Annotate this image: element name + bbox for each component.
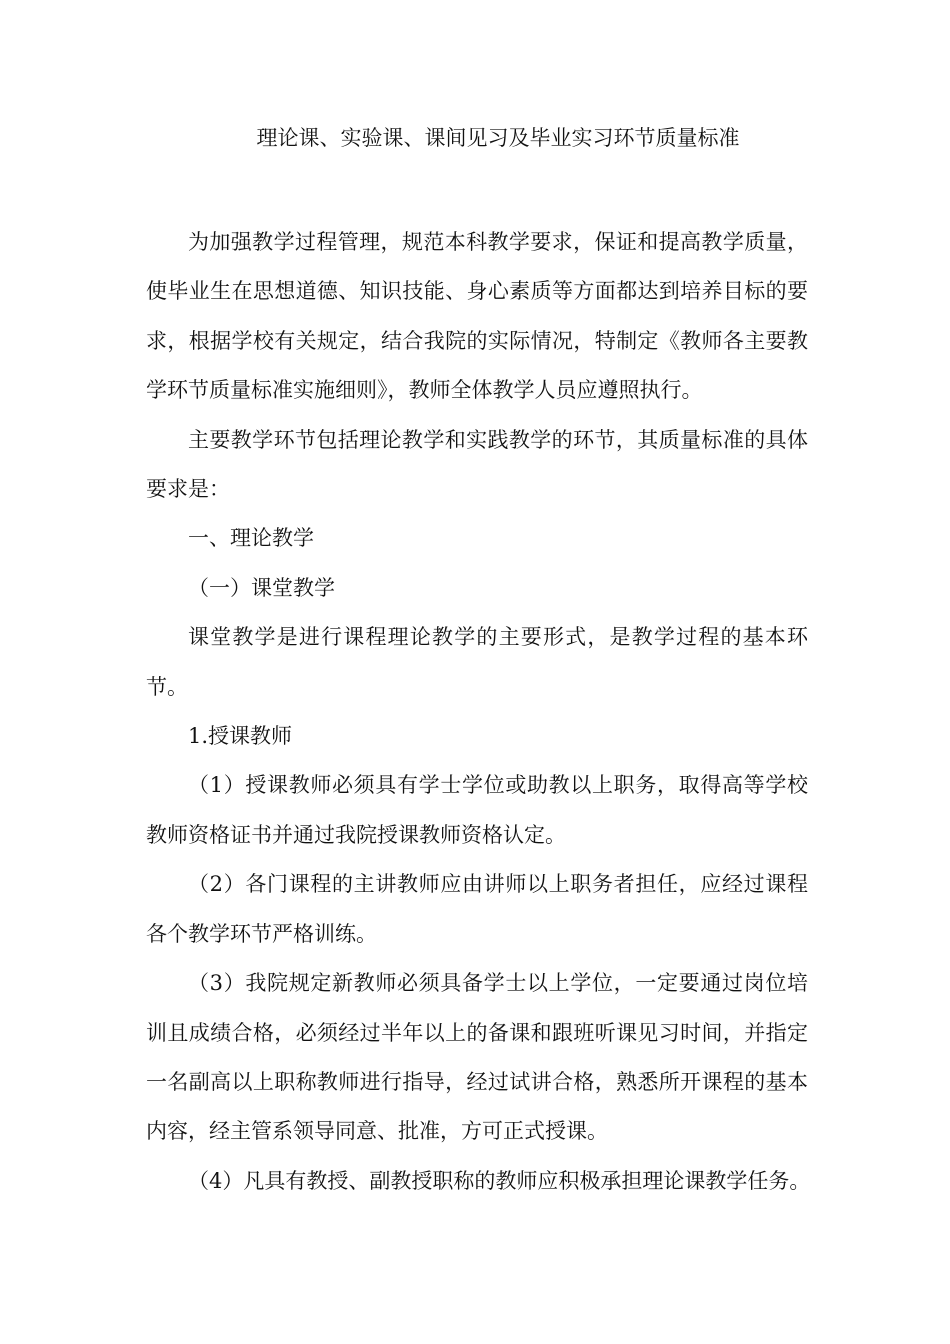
paragraph-classroom-definition: 课堂教学是进行课程理论教学的主要形式，是教学过程的基本环节。 [146,625,808,699]
paragraph-main-links: 主要教学环节包括理论教学和实践教学的环节，其质量标准的具体要求是： [146,427,808,502]
document-body [146,218,811,1206]
paragraph-intro: 为加强教学过程管理，规范本科教学要求，保证和提高教学质量，使毕业生在思想道德、知识技能、身心素质等方面都达到培养目标的要求，根据学校有关规定，结合我院的实际情况，特制定《教师各主要教学环节质量标准实施细则》，教师全体教学人员应遵照执行。 [146,230,808,403]
item-2-lead-teacher: （2）各门课程的主讲教师应由讲师以上职务者担任，应经过课程各个教学环节严格训练。 [146,872,808,946]
item-4-professor-duty: （4）凡具有教授、副教授职称的教师应积极承担理论课教学任务。 [188,1168,811,1193]
heading-teachers: 1.授课教师 [188,724,293,749]
document-title: 理论课、实验课、课间见习及毕业实习环节质量标准 [256,126,740,150]
item-3-new-teacher: （3）我院规定新教师必须具备学士以上学位，一定要通过岗位培训且成绩合格，必须经过半年以上的备课和跟班听课见习时间，并指定一名副高以上职称教师进行指导，经过试讲合格，熟悉所开课程的基本内容，经主管系领导同意、批准，方可正式授课。 [146,971,808,1144]
item-1-teacher-qualification: （1）授课教师必须具有学士学位或助教以上职务，取得高等学校教师资格证书并通过我院授课教师资格认定。 [146,773,808,847]
heading-theory-teaching: 一、理论教学 [188,526,314,551]
heading-classroom-teaching: （一）课堂教学 [188,575,335,600]
